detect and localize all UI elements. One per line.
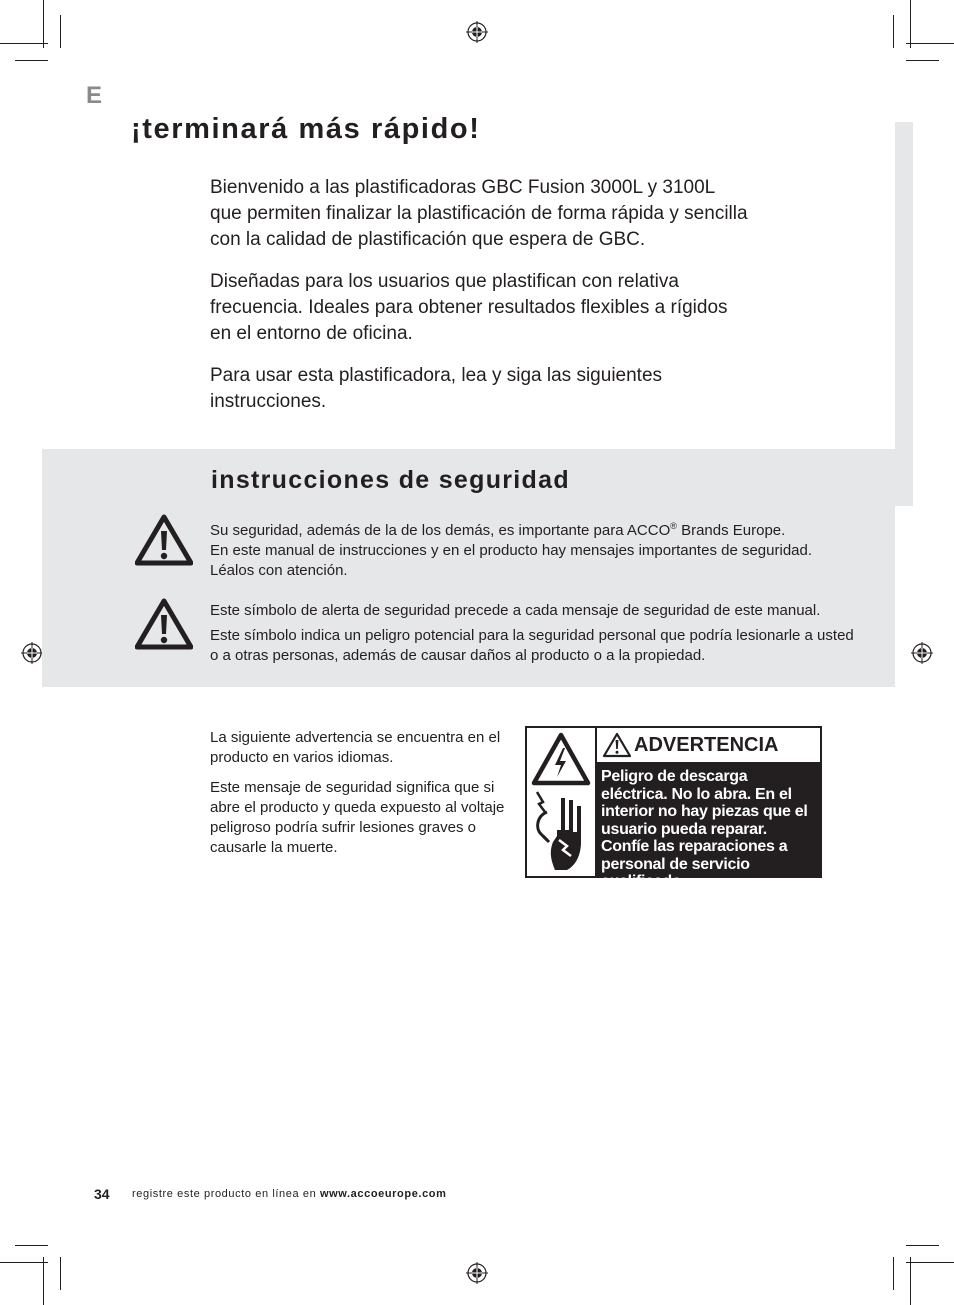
- safety-heading: instrucciones de seguridad: [211, 466, 570, 494]
- warning-description: [210, 728, 505, 868]
- footer-label: registre este producto en línea en: [132, 1188, 320, 1200]
- label-header: [597, 728, 820, 764]
- safety-block-1-text: Su seguridad, además de la de los demás, es importante para ACCO: [210, 522, 671, 539]
- warning-triangle-icon: [135, 598, 193, 650]
- warning-label: [525, 726, 822, 890]
- registration-mark-icon: [466, 21, 488, 43]
- safety-block-2-p1: Este símbolo de alerta de seguridad precede a cada mensaje de seguridad de este manual.: [210, 602, 821, 619]
- electric-shock-icon: [531, 732, 591, 786]
- intro-paragraph: Bienvenido a las plastificadoras GBC Fusion 3000L y 3100L que permiten finalizar la plastificación de forma rápida y sencilla con la calidad de plastificación que espera de GBC.: [210, 177, 748, 250]
- page-title: ¡terminará más rápido!: [131, 113, 481, 145]
- grey-side-strip: [895, 122, 913, 506]
- warning-triangle-icon: [135, 514, 193, 566]
- hand-shock-icon: [529, 790, 593, 872]
- registration-mark-icon: [21, 642, 43, 664]
- intro-text: [210, 175, 750, 431]
- registration-mark-icon: [911, 642, 933, 664]
- language-marker: E: [86, 82, 103, 109]
- safety-block-1: [210, 516, 850, 581]
- registered-mark: ®: [670, 521, 677, 531]
- intro-paragraph: Diseñadas para los usuarios que plastifican con relativa frecuencia. Ideales para obtener resultados flexibles a rígidos en el entorno de oficina.: [210, 271, 728, 344]
- warning-paragraph: Este mensaje de seguridad significa que si abre el producto y queda expuesto al voltaje peligroso podría sufrir lesiones graves o causarle la muerte.: [210, 779, 505, 856]
- registration-mark-icon: [466, 1262, 488, 1284]
- page-number: 34: [94, 1186, 110, 1202]
- safety-block-2: [210, 601, 860, 666]
- label-body-text: Peligro de descarga eléctrica. No lo abra. En el interior no hay piezas que el usuario pueda reparar. Confíe las reparaciones a personal de servicio cualificado.: [597, 764, 820, 876]
- footer-text: [132, 1188, 447, 1200]
- label-header-text: ADVERTENCIA: [634, 733, 779, 756]
- warning-paragraph: La siguiente advertencia se encuentra en el producto en varios idiomas.: [210, 729, 501, 766]
- label-icon-column: [527, 728, 597, 876]
- intro-paragraph: Para usar esta plastificadora, lea y siga las siguientes instrucciones.: [210, 365, 663, 412]
- safety-block-1-brand: Brands Europe.: [676, 522, 786, 539]
- footer-url[interactable]: www.accoeurope.com: [319, 1188, 447, 1200]
- safety-block-2-p2: Este símbolo indica un peligro potencial para la seguridad personal que podría lesionarle a usted o a otras personas, además de causar daños al producto o a la propiedad.: [210, 627, 854, 664]
- warning-triangle-icon: [602, 732, 632, 758]
- safety-block-1-rest: En este manual de instrucciones y en el producto hay mensajes importantes de seguridad. Léalos con atención.: [210, 542, 813, 579]
